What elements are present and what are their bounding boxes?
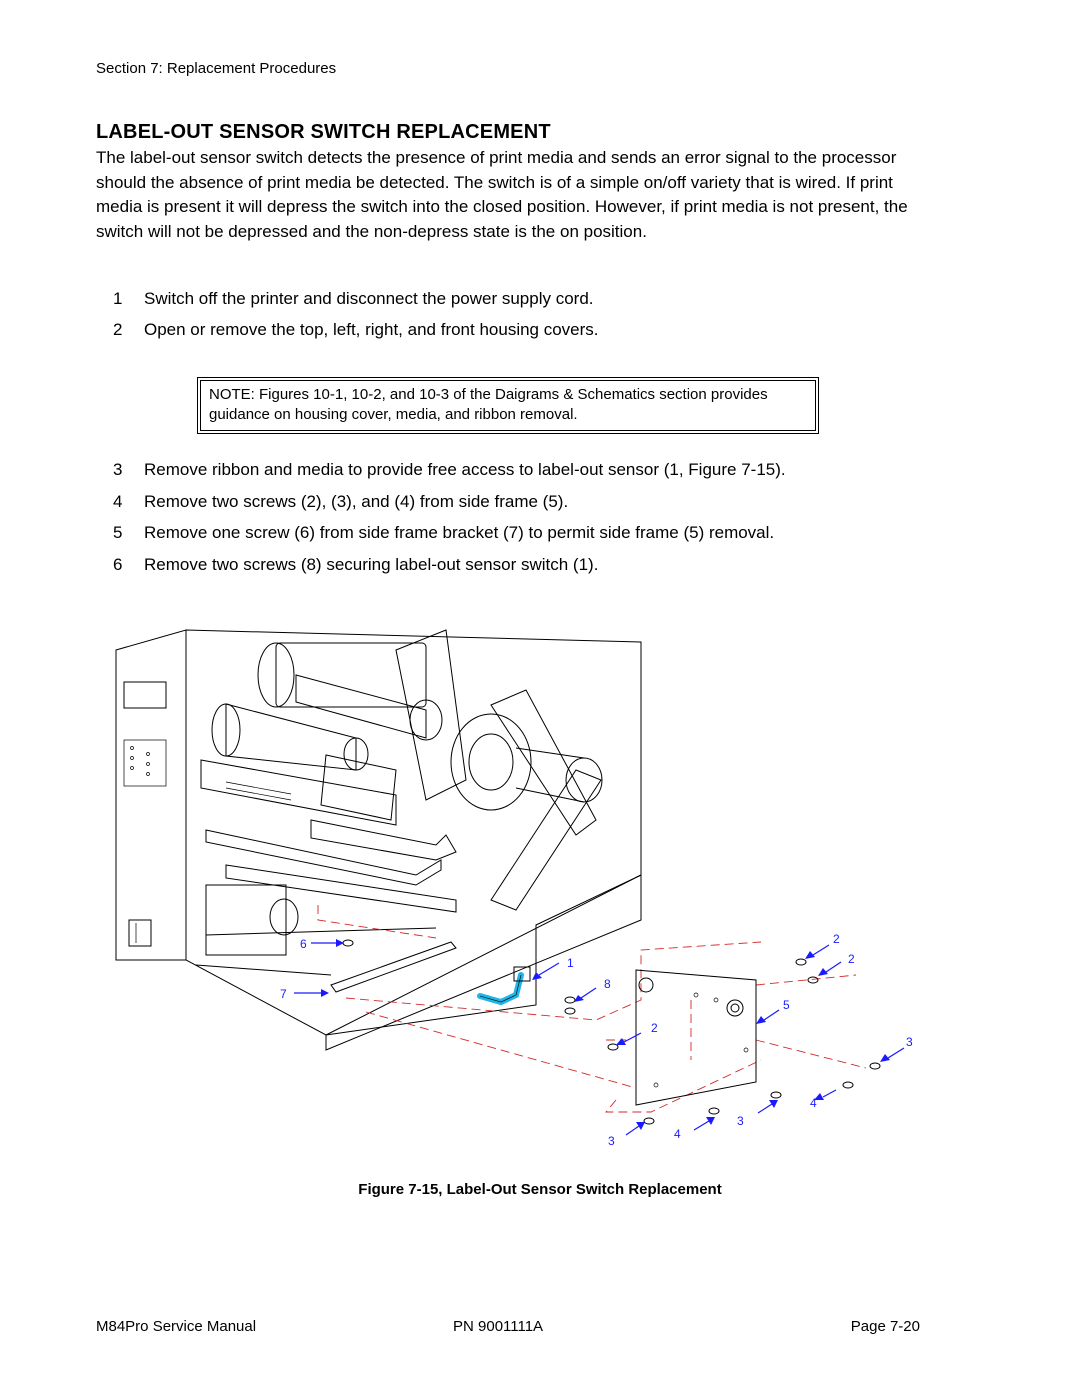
figure-caption: Figure 7-15, Label-Out Sensor Switch Replacement — [358, 1181, 722, 1198]
step-number: 3 — [113, 460, 123, 479]
step-number: 5 — [113, 523, 123, 542]
step-1 — [113, 287, 594, 311]
callout-3: 3 — [737, 1114, 744, 1128]
note-text: NOTE: Figures 10-1, 10-2, and 10-3 of the Daigrams & Schematics section provides guidance on housing cover, media, and ribbon removal. — [200, 380, 816, 431]
lower-mechanism — [196, 820, 456, 992]
step-number: 1 — [113, 289, 123, 308]
page-title: LABEL-OUT SENSOR SWITCH REPLACEMENT — [96, 121, 551, 143]
intro-paragraph: The label-out sensor switch detects the presence of print media and sends an error signal to the processor should the absence of print media be detected. The switch is of a simple on/off variety that is wired. If print media is present it will depress the switch into the closed position. However, if print media is not present, the switch will not be depressed and the non-depress state is the on position. — [96, 148, 908, 241]
side-frame — [636, 970, 756, 1105]
footer-part-number: PN 9001111A — [453, 1318, 544, 1335]
callout-2: 2 — [833, 932, 840, 946]
footer-manual-title: M84Pro Service Manual — [96, 1318, 257, 1335]
callout-6: 6 — [300, 937, 307, 951]
step-2 — [113, 318, 599, 342]
callout-1: 1 — [567, 956, 574, 970]
step-6 — [113, 553, 598, 577]
step-number: 6 — [113, 555, 123, 574]
label-out-sensor-switch — [480, 967, 530, 1002]
callout-4: 4 — [674, 1127, 681, 1141]
step-number: 4 — [113, 492, 123, 511]
callout-2: 2 — [651, 1021, 658, 1035]
step-text: Remove two screws (8) securing label-out sensor switch (1). — [144, 555, 599, 574]
step-text: Remove ribbon and media to provide free access to label-out sensor (1, Figure 7-15). — [144, 460, 786, 479]
callout-3: 3 — [906, 1035, 913, 1049]
callout-2: 2 — [848, 952, 855, 966]
callout-4: 4 — [810, 1096, 817, 1110]
step-text: Remove two screws (2), (3), and (4) from side frame (5). — [144, 492, 569, 511]
note-box — [197, 377, 819, 434]
step-number: 2 — [113, 320, 123, 339]
callout-7: 7 — [280, 987, 287, 1001]
step-text: Remove one screw (6) from side frame bracket (7) to permit side frame (5) removal. — [144, 523, 775, 542]
callout-5: 5 — [783, 998, 790, 1012]
roller-assembly — [201, 643, 602, 825]
callout-labels — [280, 932, 913, 1148]
screws — [343, 940, 880, 1124]
section-header: Section 7: Replacement Procedures — [96, 60, 337, 77]
printer-body — [116, 630, 641, 1050]
step-text: Switch off the printer and disconnect the power supply cord. — [144, 289, 594, 308]
exploded-diagram — [96, 620, 956, 1160]
callout-3: 3 — [608, 1134, 615, 1148]
step-4 — [113, 490, 568, 514]
footer-page-number: Page 7-20 — [850, 1318, 920, 1335]
step-3 — [113, 458, 786, 482]
callout-8: 8 — [604, 977, 611, 991]
step-5 — [113, 521, 774, 545]
step-text: Open or remove the top, left, right, and front housing covers. — [144, 320, 599, 339]
